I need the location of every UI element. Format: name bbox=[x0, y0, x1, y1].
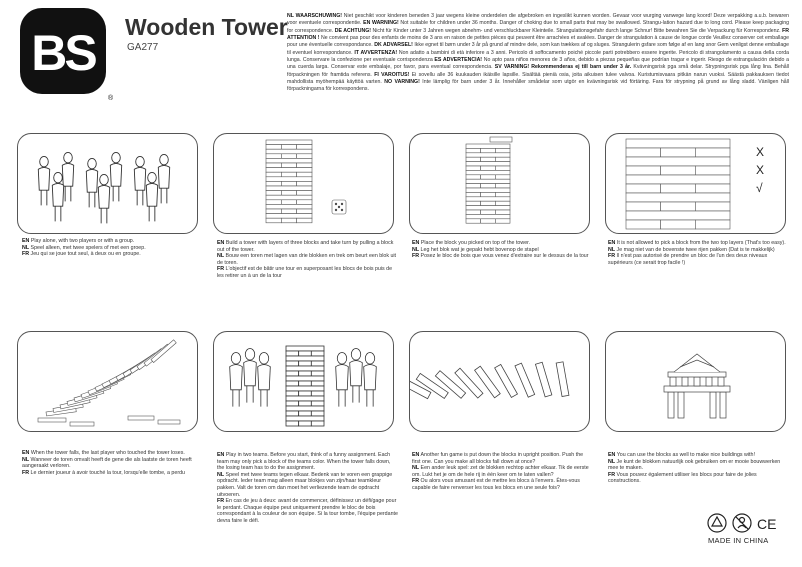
caption-place-on-top bbox=[412, 240, 593, 260]
tower-block bbox=[297, 218, 312, 223]
tower-block bbox=[297, 209, 312, 214]
player-body bbox=[336, 365, 349, 390]
tower-block bbox=[286, 416, 324, 421]
caption-en: EN When the tower falls, the last player who touched the tower loses. bbox=[22, 450, 185, 456]
tower-block bbox=[286, 376, 324, 381]
collapsing-tower-illustration bbox=[18, 332, 198, 432]
tower-block bbox=[266, 209, 281, 214]
pillar-block bbox=[706, 377, 712, 386]
panel-buildings bbox=[605, 331, 786, 432]
falling-block bbox=[151, 340, 176, 363]
tower-block bbox=[661, 202, 696, 211]
warning-de: DE ACHTUNG! Nicht für Kinder unter 3 Jahren wegen abnehm- und verschluckbarer Kleinteile. Strangulationsgefahr durch lange Schnur! Bitte bewahren Sie die Verpackung für Korrespondenz. bbox=[334, 27, 781, 34]
tower-block bbox=[626, 220, 661, 229]
tower-block bbox=[266, 191, 281, 196]
player-head bbox=[259, 353, 268, 365]
player-legs bbox=[353, 386, 359, 403]
player-head bbox=[351, 349, 360, 361]
tower-block bbox=[661, 184, 696, 193]
tower-block bbox=[286, 346, 324, 351]
caption-en: EN Place the block you picked on top of the tower. bbox=[412, 240, 531, 246]
warning-sv: SV VARNING! Rekommenderas ej till barn under 3 år. Kvävningsrisk pga små delar. Strypningsrisk pga lång lina. Behåll förpackningen för framtida referens. bbox=[287, 64, 789, 78]
player-legs bbox=[339, 390, 345, 407]
tower-block bbox=[281, 218, 296, 223]
caption-top-layer-rule bbox=[608, 240, 789, 266]
tower-block bbox=[281, 145, 296, 150]
caption-nl: NL Leg het blok wat je gepakt hebt bovenop de stapel bbox=[412, 246, 539, 253]
caption-en: EN Build a tower with layers of three blocks and take turn by pulling a block out of the tower. bbox=[217, 240, 394, 253]
tower-block bbox=[466, 184, 481, 188]
tower-block bbox=[626, 139, 730, 148]
caption-domino bbox=[412, 452, 593, 492]
tower-block bbox=[495, 210, 510, 214]
player-legs bbox=[65, 186, 71, 201]
tower-block bbox=[481, 175, 496, 179]
warning-no: NO VARNING! Inte lämplig för barn under 3 år. Innehåller smådelar som utgör en kvävningsrisk vid förtäring. Fara för strypning på grund av lång sladd. Vänligen håll förpackningarna för korrespondens. bbox=[287, 79, 789, 93]
player-legs bbox=[101, 208, 107, 223]
tower-block bbox=[266, 214, 312, 219]
pillar-block bbox=[678, 392, 684, 418]
caption-fr: FR Il n'est pas autorisé de prendre un bloc de l'un des deux niveaux supérieurs (ce serait trop facile !) bbox=[608, 253, 768, 266]
group-of-players-illustration bbox=[18, 134, 198, 234]
player-head bbox=[337, 353, 346, 365]
tower-block bbox=[481, 210, 496, 214]
mark-allowed: √ bbox=[756, 181, 763, 195]
fallen-block bbox=[128, 416, 154, 420]
registered-mark: ® bbox=[108, 95, 113, 101]
player-body bbox=[98, 185, 109, 208]
tower-block bbox=[286, 356, 324, 361]
caption-fr: FR L'objectif est de bâtir une tour en superposant les blocs de bois puis de les retirer un à un de la tour bbox=[217, 266, 393, 279]
tower-block bbox=[266, 140, 312, 145]
placed-block bbox=[490, 137, 512, 142]
tower-block bbox=[626, 166, 661, 175]
tower-block bbox=[299, 351, 312, 356]
beam-block bbox=[668, 372, 726, 377]
tower-block bbox=[266, 218, 281, 223]
tower-block bbox=[299, 421, 312, 426]
tower-block bbox=[281, 172, 296, 177]
warning-es: ES ADVERTENCIA! No apto para niños menores de 3 años, debido a piezas pequeñas que podrían tragar e ingerir. Riesgo de estrangulación debido a una cuerda larga. Conservar este embalaje, por favor, para eventual correspondencia. bbox=[287, 57, 789, 71]
player-legs bbox=[161, 188, 167, 203]
made-in-label: MADE IN CHINA bbox=[708, 536, 769, 545]
tower-block bbox=[466, 179, 510, 183]
tower-block bbox=[466, 192, 481, 196]
tower-block bbox=[311, 401, 324, 406]
caption-two-teams bbox=[217, 452, 398, 525]
caption-nl: NL Wanneer de toren omvalt heeft de gene die als laatste de toren heeft aangeraakt verloren. bbox=[22, 456, 192, 470]
tower-block bbox=[466, 153, 510, 157]
tower-block bbox=[266, 168, 312, 173]
tower-block bbox=[466, 157, 481, 161]
tower-block bbox=[286, 361, 299, 366]
panel-place-on-top bbox=[409, 133, 590, 234]
player-legs bbox=[247, 386, 253, 403]
beam-block bbox=[664, 386, 730, 392]
mark-not-allowed-2: X bbox=[756, 163, 765, 177]
player-head bbox=[40, 156, 49, 166]
tower-block bbox=[311, 411, 324, 416]
caption-en: EN You can use the blocks as well to make nice buildings with! bbox=[608, 452, 755, 458]
block-on-top-illustration bbox=[410, 134, 590, 234]
panel-domino bbox=[409, 331, 590, 432]
tower-block bbox=[266, 177, 312, 182]
tower-block bbox=[281, 191, 296, 196]
tower-block bbox=[297, 163, 312, 168]
warning-en: EN WARNING! Not suitable for children under 36 months. Danger of choking due to small parts that may be swallowed. Strangu-lation hazard due to long cord. Please keep packaging for correspondence. bbox=[287, 20, 790, 34]
caption-buildings bbox=[608, 452, 789, 485]
tower-block bbox=[281, 163, 296, 168]
tower-block bbox=[299, 411, 312, 416]
tower-block bbox=[466, 214, 510, 218]
tower-block bbox=[466, 166, 481, 170]
player-head bbox=[100, 174, 109, 184]
tower-block bbox=[466, 210, 481, 214]
no-small-children-icon bbox=[733, 514, 751, 532]
logo-text: BS bbox=[31, 25, 95, 81]
tower-block bbox=[481, 201, 496, 205]
tower-block bbox=[266, 181, 281, 186]
top-layers-rule-illustration bbox=[606, 134, 786, 234]
player-head bbox=[88, 158, 97, 168]
player-body bbox=[62, 163, 73, 186]
warning-it: IT AVVERTENZA! Non adatto a bambini di età inferiore a 3 anni. Pericolo di soffocamento poiché piccole parti potrebbero essere ingerite. Pericolo di strangolamento a causa della corda lunga. Conservare la confezione per eventuale corrispondenza bbox=[287, 49, 789, 64]
tower-block bbox=[281, 154, 296, 159]
domino-block bbox=[535, 362, 551, 397]
pillar-block bbox=[670, 377, 676, 386]
player-head bbox=[64, 152, 73, 162]
tower-block bbox=[661, 220, 696, 229]
safety-warnings bbox=[287, 13, 789, 94]
tower-block bbox=[466, 201, 481, 205]
die-pip bbox=[341, 209, 343, 211]
tower-block bbox=[281, 209, 296, 214]
fallen-block bbox=[70, 422, 94, 426]
player-legs bbox=[55, 206, 61, 221]
player-legs bbox=[113, 186, 119, 201]
caption-tower-falls bbox=[22, 450, 203, 476]
tower-block bbox=[466, 170, 510, 174]
panel-group-play bbox=[17, 133, 198, 234]
player-body bbox=[364, 365, 377, 390]
tower-block bbox=[281, 200, 296, 205]
player-body bbox=[258, 365, 271, 390]
player-body bbox=[350, 361, 363, 386]
tower-block bbox=[286, 381, 299, 386]
tower-block bbox=[495, 184, 510, 188]
pillar-block bbox=[694, 377, 700, 386]
tower-block bbox=[626, 211, 730, 220]
tower-block bbox=[299, 381, 312, 386]
player-head bbox=[365, 353, 374, 365]
mark-not-allowed-1: X bbox=[756, 145, 765, 159]
tower-block bbox=[286, 371, 299, 376]
pillar-block bbox=[720, 392, 726, 418]
tower-block bbox=[266, 154, 281, 159]
tower-block bbox=[481, 184, 496, 188]
tower-block bbox=[266, 158, 312, 163]
tower-block bbox=[626, 175, 730, 184]
tower-block bbox=[466, 188, 510, 192]
player-head bbox=[136, 156, 145, 166]
tower-block bbox=[266, 186, 312, 191]
player-head bbox=[245, 349, 254, 361]
two-teams-illustration bbox=[214, 332, 394, 432]
tower-block bbox=[266, 145, 281, 150]
pillar-block bbox=[682, 377, 688, 386]
tower-block bbox=[481, 166, 496, 170]
tower-block bbox=[481, 192, 496, 196]
player-body bbox=[158, 165, 169, 188]
caption-fr: FR Vous pouvez également utiliser les blocs pour faire de jolies constructions. bbox=[608, 471, 757, 485]
tower-block bbox=[661, 166, 696, 175]
tower-block bbox=[481, 148, 496, 152]
warning-nl: NL WAARSCHUWING! Niet geschikt voor kinderen beneden 3 jaar wegens kleine onderdelen die afgebroken en ingeslikt kunnen worden. Gevaar voor wurging vanwege lang koord! Deze verpakking a.u.b. bewaren voor eventuele correspondentie. bbox=[287, 13, 789, 27]
tower-block bbox=[297, 172, 312, 177]
player-legs bbox=[149, 206, 155, 221]
tower-block bbox=[695, 220, 730, 229]
caption-fr: FR En cas de jeu à deux: avant de commencer, définissez un défi/gage pour le perdant. Chaque équipe peut uniquement prendre le bloc de bois correspondant à la couleur de son équipe. Si la tour tombe, l'équipe perdante devra faire le défi. bbox=[217, 498, 398, 524]
tower-block bbox=[281, 181, 296, 186]
player-head bbox=[148, 172, 157, 182]
fallen-block bbox=[38, 418, 66, 422]
tower-block bbox=[286, 421, 299, 426]
caption-nl: NL Je mag niet van de bovenste twee rijen pakken (Dat is te makkelijk) bbox=[608, 246, 775, 253]
player-head bbox=[112, 152, 121, 162]
caption-en: EN It is not allowed to pick a block from the two top layers (That's too easy). bbox=[608, 240, 786, 246]
pillar-block bbox=[668, 392, 674, 418]
tower-block bbox=[466, 144, 510, 148]
player-legs bbox=[89, 192, 95, 207]
tower-block bbox=[466, 175, 481, 179]
tower-block bbox=[299, 361, 312, 366]
tower-block bbox=[661, 148, 696, 157]
tower-block bbox=[311, 361, 324, 366]
caption-en: EN Play in two teams. Before you start, think of a funny assignment. Each team may only pick a block of the teams color. When the tower falls down, the losing team has to do the assignment. bbox=[217, 452, 391, 472]
tower-block bbox=[311, 371, 324, 376]
tower-block bbox=[286, 411, 299, 416]
tower-block bbox=[286, 386, 324, 391]
tower-block bbox=[286, 401, 299, 406]
player-legs bbox=[137, 190, 143, 205]
die-pip bbox=[335, 203, 337, 205]
tower-block bbox=[466, 162, 510, 166]
caption-fr: FR Jeu qui se joue tout seul, à deux ou en groupe. bbox=[22, 251, 141, 258]
player-head bbox=[54, 172, 63, 182]
product-title: Wooden Tower bbox=[125, 14, 288, 40]
block-building-illustration bbox=[606, 332, 786, 432]
tower-block bbox=[286, 396, 324, 401]
tower-block bbox=[495, 175, 510, 179]
player-legs bbox=[41, 190, 47, 205]
panel-build-tower bbox=[213, 133, 394, 234]
die-pip bbox=[335, 209, 337, 211]
caption-en: EN Another fun game is put down the blocks in upright position. Push the first one. Can you make all blocks fall down at once? bbox=[412, 452, 584, 465]
tower-block bbox=[495, 219, 510, 223]
tower-block bbox=[311, 351, 324, 356]
tower-block bbox=[311, 421, 324, 426]
caption-nl: NL Een ander leuk spel: zet de blokken rechtop achter elkaar. Tik de eerste om. Lukt het je om de hele rij in één keer om te laten vallen? bbox=[412, 465, 589, 478]
caption-build-tower bbox=[217, 240, 398, 280]
tower-block bbox=[695, 184, 730, 193]
tower-block bbox=[495, 201, 510, 205]
tower-block bbox=[695, 148, 730, 157]
domino-block bbox=[556, 362, 569, 397]
tower-block bbox=[495, 166, 510, 170]
pillar-block bbox=[718, 377, 724, 386]
tower-and-die-illustration bbox=[214, 134, 394, 234]
caption-fr: FR Posez le bloc de bois que vous venez d'extraire sur le dessus de la tour bbox=[412, 253, 589, 260]
tower-block bbox=[266, 163, 281, 168]
tower-block bbox=[266, 195, 312, 200]
tower-block bbox=[626, 202, 661, 211]
panel-two-teams bbox=[213, 331, 394, 432]
tower-block bbox=[311, 391, 324, 396]
domino-blocks-illustration bbox=[410, 332, 590, 432]
tower-block bbox=[481, 219, 496, 223]
tower-block bbox=[297, 145, 312, 150]
panel-tower-falls bbox=[17, 331, 198, 432]
player-body bbox=[86, 169, 97, 192]
tower-block bbox=[266, 172, 281, 177]
domino-block bbox=[515, 363, 535, 397]
player-legs bbox=[233, 390, 239, 407]
caption-fr: FR Ou alors vous amusant est de mettre les blocs à l'envers. Êtes-vous capable de faire renverser les tous les blocs en une seule fois? bbox=[412, 478, 580, 491]
roof-blocks bbox=[674, 354, 720, 372]
tower-block bbox=[266, 149, 312, 154]
tower-block bbox=[466, 148, 481, 152]
tower-block bbox=[481, 157, 496, 161]
player-legs bbox=[367, 390, 373, 407]
player-head bbox=[160, 154, 169, 164]
player-body bbox=[52, 183, 63, 206]
tower-block bbox=[466, 219, 481, 223]
recycle-icon bbox=[708, 514, 726, 532]
player-body bbox=[146, 183, 157, 206]
tower-block bbox=[297, 191, 312, 196]
pillar-block bbox=[710, 392, 716, 418]
tower-block bbox=[466, 206, 510, 210]
tower-block bbox=[695, 202, 730, 211]
ce-mark: CE bbox=[757, 516, 777, 532]
tower-block bbox=[495, 192, 510, 196]
tower-block bbox=[495, 148, 510, 152]
caption-nl: NL Speel met twee teams tegen elkaar. Bedenk van te voren een grappige opdracht. Ieder team mag alleen maar blokjes van zijn/haar teamkleur pakken. Valt de toren om dan moet het verliezende team de opdracht uitvoeren. bbox=[217, 471, 393, 498]
compliance-icons bbox=[700, 508, 790, 558]
tower-block bbox=[466, 197, 510, 201]
caption-nl: NL Speel alleen, met twee spelers of met een groep. bbox=[22, 244, 146, 251]
tower-block bbox=[266, 204, 312, 209]
player-head bbox=[231, 353, 240, 365]
caption-fr: FR Le dernier joueur à avoir touché la tour, lorsqu'elle tombe, a perdu bbox=[22, 469, 185, 476]
player-body bbox=[38, 167, 49, 190]
tower-block bbox=[286, 366, 324, 371]
tower-block bbox=[299, 401, 312, 406]
tower-block bbox=[266, 200, 281, 205]
caption-group-play bbox=[22, 238, 203, 258]
tower-block bbox=[626, 193, 730, 202]
player-legs bbox=[261, 390, 267, 407]
tower-block bbox=[297, 154, 312, 159]
die-pip bbox=[338, 206, 340, 208]
tower-block bbox=[495, 157, 510, 161]
player-body bbox=[244, 361, 257, 386]
caption-nl: NL Bouw een toren met lagen van drie blokken en trek om beurt een blok uit de toren. bbox=[217, 253, 397, 266]
caption-nl: NL Je kunt de blokken natuurlijk ook gebruiken om er mooie bouwwerken mee te maken. bbox=[608, 458, 781, 472]
product-code: GA277 bbox=[127, 42, 159, 53]
caption-en: EN Play alone, with two players or with a group. bbox=[22, 238, 135, 244]
warning-fi: FI VAROITUS! Ei sovellu alle 36 kuukauden ikäisille lapsille. Sisältää pieniä osia, joita aikuisen tulee valvoa. Kuristumisvaara pitkän narun vuoksi. Säästä pakkauksen tiedot mahdollista myöhempää käyttöä varten. bbox=[287, 71, 789, 86]
warning-dk: DK ADVARSEL! Ikke egnet til børn under 3 år på grund af mindre dele, som kan trækkes af og sluges. Strangulerin gsfare som følge af en lang snor Gem venligst denne emballage til eventuel korrespondance. bbox=[287, 42, 789, 56]
tower-block bbox=[311, 381, 324, 386]
warning-fr: FR ATTENTION ! Ne convient pas pour des enfants de moins de 3 ans en raison de petites pièces qui peuvent être arrachées et avalées. Danger de strangulation à cause de longue corde Veuillez conserver cet emballage pour une éventuelle correspondance. bbox=[287, 27, 789, 49]
player-body bbox=[134, 167, 145, 190]
tower-block bbox=[297, 181, 312, 186]
fallen-block bbox=[158, 420, 180, 424]
die-pip bbox=[341, 203, 343, 205]
tower-block bbox=[626, 157, 730, 166]
tower-block bbox=[626, 184, 661, 193]
tower-block bbox=[299, 391, 312, 396]
panel-top-layer-rule bbox=[605, 133, 786, 234]
tower-block bbox=[626, 148, 661, 157]
bs-logo bbox=[18, 6, 113, 101]
tower-block bbox=[299, 371, 312, 376]
tower-block bbox=[286, 406, 324, 411]
tower-block bbox=[297, 200, 312, 205]
player-body bbox=[110, 163, 121, 186]
tower-block bbox=[695, 166, 730, 175]
player-body bbox=[230, 365, 243, 390]
tower-block bbox=[286, 351, 299, 356]
tower-block bbox=[286, 391, 299, 396]
